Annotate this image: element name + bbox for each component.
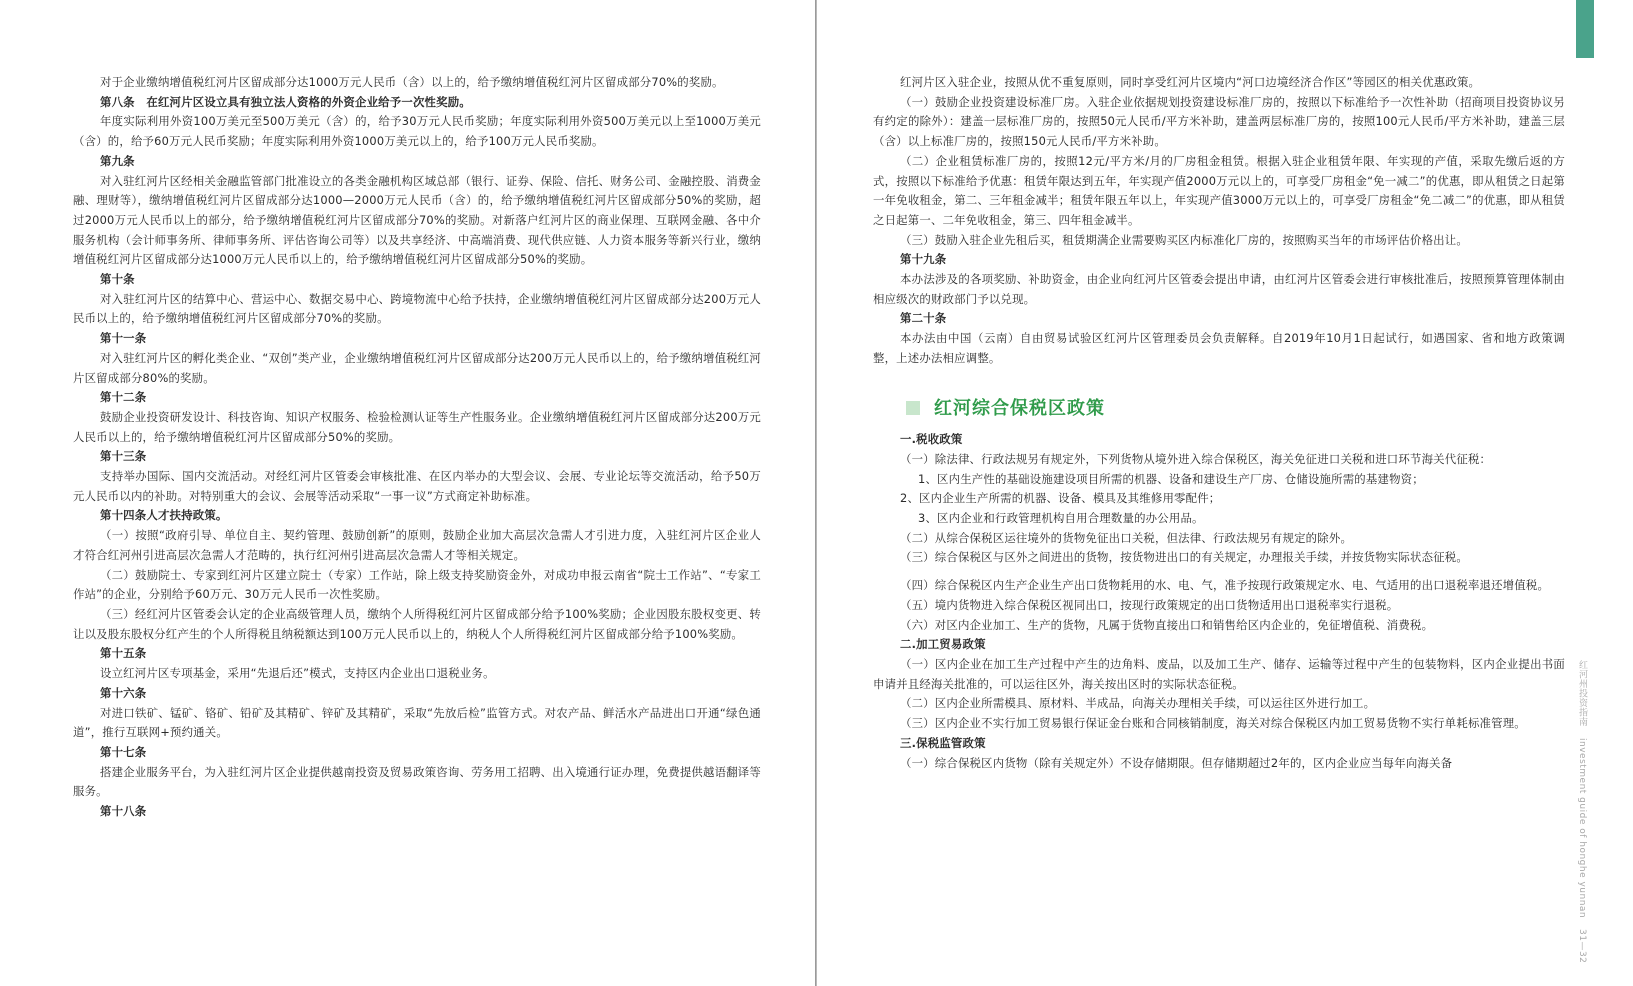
paragraph: （一）鼓励企业投资建设标准厂房。入驻企业依据规划投资建设标准厂房的，按照以下标准给予一次性补助（招商项目投资协议另有约定的除外）：建盖一层标准厂房的，按照50元人民币/平方米补助，建盖两层标准厂房的，按照100元人民币/平方米补助，建盖三层（含）以上标准厂房的，按照150元人民币/平方米补助。 xyxy=(873,94,1565,149)
side-title-cn: 红河州投资指南 xyxy=(1577,660,1587,727)
paragraph: （二）区内企业所需模具、原材料、半成品，向海关办理相关手续，可以运往区外进行加工。 xyxy=(900,696,1376,711)
article-heading: 二.加工贸易政策 xyxy=(900,637,986,652)
paragraph: 对于企业缴纳增值税红河片区留成部分达1000万元人民币（含）以上的，给予缴纳增值税红河片区留成部分70%的奖励。 xyxy=(100,75,724,89)
paragraph: 2、区内企业生产所需的机器、设备、模具及其维修用零配件； xyxy=(900,491,1221,506)
paragraph: 支持举办国际、国内交流活动。对经红河片区管委会审核批准、在区内举办的大型会议、会展、专业论坛等交流活动，给予50万元人民币以内的补助。对特别重大的会议、会展等活动采取“一事一议”方式商定补助标准。 xyxy=(73,469,761,503)
paragraph: （三）鼓励入驻企业先租后买，租赁期满企业需要购买区内标准化厂房的，按照购买当年的市场评估价格出让。 xyxy=(900,232,1468,247)
article-heading: 第十七条 xyxy=(100,744,147,759)
paragraph: 3、区内企业和行政管理机构自用合理数量的办公用品。 xyxy=(918,511,1204,526)
article-heading: 第十四条人才扶持政策。 xyxy=(100,508,228,523)
section-title xyxy=(873,399,1565,419)
book-spine xyxy=(815,0,817,986)
article-heading: 第十一条 xyxy=(100,331,147,346)
side-title-en: investment guide of honghe yunnan xyxy=(1577,737,1587,919)
article-heading: 第十二条 xyxy=(100,390,147,405)
paragraph: （二）从综合保税区运往境外的货物免征出口关税，但法律、行政法规另有规定的除外。 xyxy=(900,530,1353,545)
paragraph: （三）区内企业不实行加工贸易银行保证金台账和合同核销制度，海关对综合保税区内加工贸易货物不实行单耗标准管理。 xyxy=(900,716,1526,731)
article-heading: 第十三条 xyxy=(100,449,147,464)
article-heading: 三.保税监管政策 xyxy=(900,735,986,750)
paragraph: 设立红河片区专项基金，采用“先退后还”模式，支持区内企业出口退税业务。 xyxy=(100,666,495,681)
paragraph: （六）对区内企业加工、生产的货物，凡属于货物直接出口和销售给区内企业的，免征增值税、消费税。 xyxy=(900,617,1434,632)
paragraph: （四）综合保税区内生产企业生产出口货物耗用的水、电、气，准予按现行政策规定水、电、气适用的出口退税率退还增值税。 xyxy=(900,578,1550,593)
paragraph: （一）除法律、行政法规另有规定外，下列货物从境外进入综合保税区，海关免征进口关税和进口环节海关代征税： xyxy=(900,451,1492,466)
paragraph: 红河片区入驻企业，按照从优不重复原则，同时享受红河片区境内“河口边境经济合作区”等园区的相关优惠政策。 xyxy=(900,75,1481,89)
paragraph: （五）境内货物进入综合保税区视同出口，按现行政策规定的出口货物适用出口退税率实行退税。 xyxy=(900,597,1399,612)
article-heading: 第十条 xyxy=(100,272,135,287)
paragraph: （一）综合保税区内货物（除有关规定外）不设存储期限。但存储期超过2年的，区内企业应当每年向海关备 xyxy=(900,755,1453,770)
paragraph: 本办法由中国（云南）自由贸易试验区红河片区管理委员会负责解释。自2019年10月1日起试行，如遇国家、省和地方政策调整，上述办法相应调整。 xyxy=(873,331,1565,365)
right-page xyxy=(818,0,1633,986)
paragraph: （二）企业租赁标准厂房的，按照12元/平方米/月的厂房租金租赁。根据入驻企业租赁年限、年实现的产值，采取先缴后返的方式，按照以下标准给予优惠：租赁年限达到五年，年实现产值2000万元以上的，可享受厂房租金“免一减二”的优惠，即从租赁之日起第一年免收租金，第二、三年租金减半；租赁年限五年以上，年实现产值3000万元以上的，可享受厂房租金“免二减二”的优惠，即从租赁之日起第一、二年免收租金，第三、四年租金减半。 xyxy=(873,153,1565,227)
left-page xyxy=(0,0,816,986)
bookmark-tab xyxy=(1576,0,1594,58)
article-heading: 第八条 在红河片区设立具有独立法人资格的外资企业给予一次性奖励。 xyxy=(100,94,471,109)
article-heading: 一.税收政策 xyxy=(900,432,963,447)
paragraph: 1、区内生产性的基础设施建设项目所需的机器、设备和建设生产厂房、仓储设施所需的基建物资； xyxy=(918,471,1424,486)
paragraph: （一）区内企业在加工生产过程中产生的边角料、废品，以及加工生产、储存、运输等过程中产生的包装物料，区内企业提出书面申请并且经海关批准的，可以运往区外，海关按出区时的实际状态征税。 xyxy=(873,656,1565,691)
article-heading: 第十六条 xyxy=(100,685,147,700)
paragraph: 鼓励企业投资研发设计、科技咨询、知识产权服务、检验检测认证等生产性服务业。企业缴纳增值税红河片区留成部分达200万元人民币以上的，给予缴纳增值税红河片区留成部分50%的奖励。 xyxy=(73,409,761,444)
paragraph: 对入驻红河片区的结算中心、营运中心、数据交易中心、跨境物流中心给予扶持，企业缴纳增值税红河片区留成部分达200万元人民币以上的，给予缴纳增值税红河片区留成部分70%的奖励。 xyxy=(73,291,761,326)
paragraph: （三）经红河片区管委会认定的企业高级管理人员，缴纳个人所得税红河片区留成部分给予100%奖励；企业因股东股权变更、转让以及股东股权分红产生的个人所得税且纳税额达到100万元人民币以上的，纳税人个人所得税红河片区留成部分给予100%奖励。 xyxy=(73,606,761,641)
article-heading: 第十五条 xyxy=(100,646,147,661)
section-title-text: 红河综合保税区政策 xyxy=(934,397,1105,419)
paragraph: 本办法涉及的各项奖励、补助资金，由企业向红河片区管委会提出申请，由红河片区管委会进行审核批准后，按照预算管理体制由相应级次的财政部门予以兑现。 xyxy=(873,272,1565,306)
paragraph: （一）按照“政府引导、单位自主、契约管理、鼓励创新”的原则，鼓励企业加大高层次急需人才引进力度，入驻红河片区企业人才符合红河州引进高层次急需人才范畴的，执行红河州引进高层次急需人才等相关规定。 xyxy=(73,528,761,562)
side-running-title xyxy=(1576,660,1589,972)
paragraph: 对入驻红河片区经相关金融监管部门批准设立的各类金融机构区域总部（银行、证券、保险、信托、财务公司、金融控股、消费金融、理财等），缴纳增值税红河片区留成部分达1000—2000万元人民币（含）的，给予缴纳增值税红河片区留成部分50%的奖励，超过2000万元人民币以上的部分，给予缴纳增值税红河片区留成部分70%的奖励。对新落户红河片区的商业保理、互联网金融、各中介服务机构（会计师事务所、律师事务所、评估咨询公司等）以及共享经济、中高端消费、现代供应链、人力资本服务等新兴行业，缴纳增值税红河片区留成部分达1000万元人民币以上的，给予缴纳增值税红河片区留成部分50%的奖励。 xyxy=(73,173,761,267)
paragraph: （二）鼓励院士、专家到红河片区建立院士（专家）工作站，除上级支持奖励资金外，对成功申报云南省“院士工作站”、“专家工作站”的企业，分别给予60万元、30万元人民币一次性奖励。 xyxy=(73,567,761,602)
page-number: 31—32 xyxy=(1577,929,1587,964)
article-heading: 第十八条 xyxy=(100,804,147,819)
paragraph: 年度实际利用外资100万美元至500万美元（含）的，给予30万元人民币奖励；年度实际利用外资500万美元以上至1000万美元（含）的，给予60万元人民币奖励；年度实际利用外资1000万美元以上的，给予100万元人民币奖励。 xyxy=(73,114,761,149)
paragraph: （三）综合保税区与区外之间进出的货物，按货物进出口的有关规定，办理报关手续，并按货物实际状态征税。 xyxy=(900,550,1468,565)
left-text-column xyxy=(73,73,761,822)
paragraph-gap xyxy=(873,568,1565,576)
paragraph: 搭建企业服务平台，为入驻红河片区企业提供越南投资及贸易政策咨询、劳务用工招聘、出入境通行证办理，免费提供越语翻译等服务。 xyxy=(73,764,761,799)
paragraph: 对入驻红河片区的孵化类企业、“双创”类产业，企业缴纳增值税红河片区留成部分达200万元人民币以上的，给予缴纳增值税红河片区留成部分80%的奖励。 xyxy=(73,350,761,385)
section-square-icon xyxy=(906,401,920,415)
article-heading: 第九条 xyxy=(100,153,135,168)
article-heading: 第十九条 xyxy=(900,252,947,267)
right-text-column xyxy=(873,73,1565,773)
paragraph: 对进口铁矿、锰矿、铬矿、铅矿及其精矿、锌矿及其精矿，采取“先放后检”监管方式。对农产品、鲜活水产品进出口开通“绿色通道”，推行互联网+预约通关。 xyxy=(73,705,761,740)
article-heading: 第二十条 xyxy=(900,311,947,326)
